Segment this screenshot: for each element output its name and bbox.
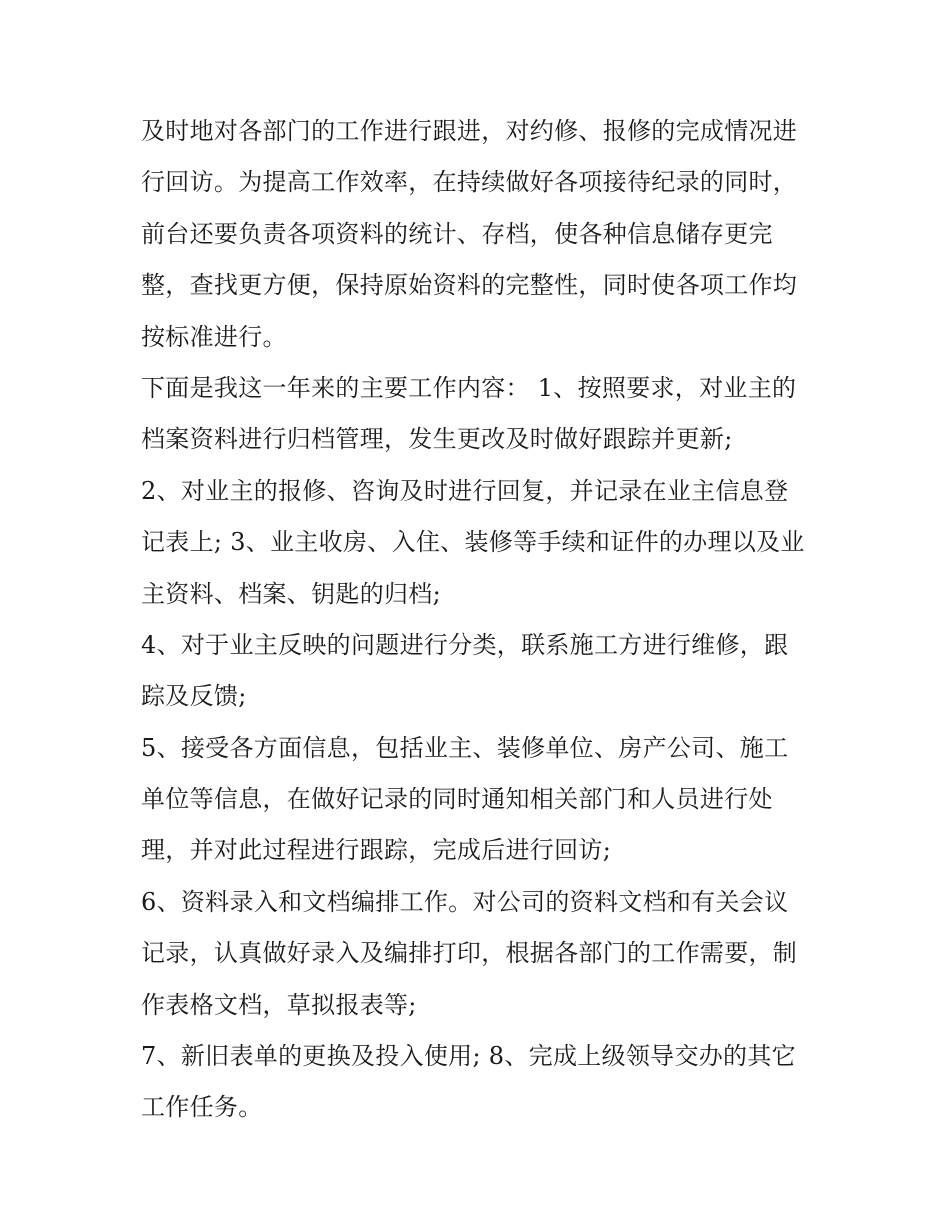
text-line: 5、接受各方面信息，包括业主、装修单位、房产公司、施工	[141, 733, 789, 762]
text-line: 6、资料录入和文档编排工作。对公司的资料文档和有关会议	[141, 887, 789, 916]
text-line: 记表上; 3、业主收房、入住、装修等手续和证件的办理以及业	[141, 528, 805, 557]
text-line: 行回访。为提高工作效率，在持续做好各项接待纪录的同时，	[141, 168, 798, 197]
document-body	[141, 106, 821, 1134]
text-line: 2、对业主的报修、咨询及时进行回复，并记录在业主信息登	[141, 476, 789, 505]
text-line: 及时地对各部门的工作进行跟进，对约修、报修的完成情况进	[141, 117, 798, 145]
text-line: 4、对于业主反映的问题进行分类，联系施工方进行维修，跟	[141, 630, 789, 659]
text-line: 整，查找更方便，保持原始资料的完整性，同时使各项工作均	[141, 271, 798, 300]
text-line: 前台还要负责各项资料的统计、存档，使各种信息储存更完	[141, 219, 773, 248]
text-line: 档案资料进行归档管理，发生更改及时做好跟踪并更新;	[141, 425, 733, 454]
text-line: 理，并对此过程进行跟踪，完成后进行回访;	[141, 836, 612, 865]
text-line: 按标准进行。	[141, 322, 287, 351]
text-line: 下面是我这一年来的主要工作内容： 1、按照要求，对业主的	[141, 373, 797, 402]
text-line: 记录，认真做好录入及编排打印，根据各部门的工作需要，制	[141, 939, 798, 968]
text-line: 作表格文档，草拟报表等;	[141, 990, 417, 1019]
text-line: 主资料、档案、钥匙的归档;	[141, 579, 441, 608]
text-line: 工作任务。	[141, 1093, 263, 1122]
text-line: 单位等信息，在做好记录的同时通知相关部门和人员进行处	[141, 785, 773, 814]
text-line: 7、新旧表单的更换及投入使用; 8、完成上级领导交办的其它	[141, 1042, 796, 1071]
text-line: 踪及反馈;	[141, 682, 247, 711]
